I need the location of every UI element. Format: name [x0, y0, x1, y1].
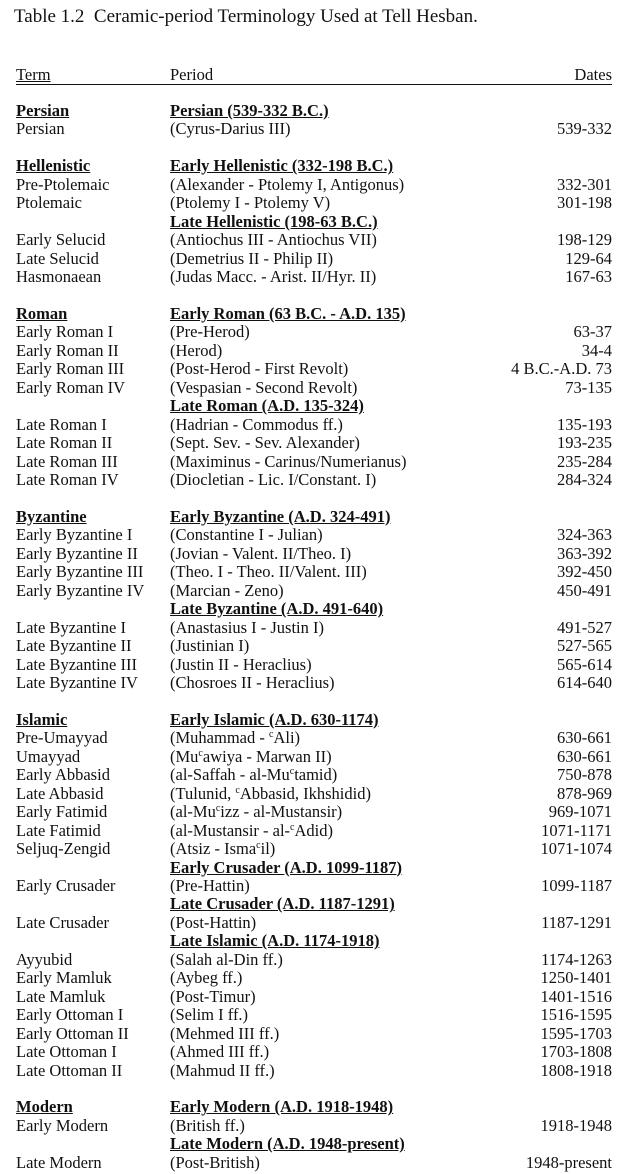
- term-cell: Early Mamluk: [16, 968, 112, 988]
- period-subheader-row: [0, 102, 620, 120]
- dates-cell: 539-332: [557, 119, 612, 139]
- term-cell: Early Byzantine IV: [16, 580, 145, 600]
- term-cell: Late Ottoman II: [16, 1060, 123, 1080]
- table-row: [0, 434, 620, 452]
- period-cell: (British ff.): [170, 1115, 245, 1135]
- dates-cell: 332-301: [557, 174, 612, 194]
- term-cell: Early Byzantine II: [16, 543, 138, 563]
- period-subheader: Early Hellenistic (332-198 B.C.): [170, 156, 394, 176]
- table-row: [0, 250, 620, 268]
- dates-cell: 1174-1263: [541, 949, 612, 969]
- dates-cell: 1071-1074: [540, 839, 612, 859]
- period-cell: (Judas Macc. - Arist. II/Hyr. II): [170, 267, 377, 287]
- ayn-mark: c: [289, 766, 295, 778]
- table-row: [0, 268, 620, 286]
- term-cell: Late Byzantine III: [16, 654, 137, 674]
- period-subheader-row: [0, 305, 620, 323]
- period-cell: (Herod): [170, 340, 223, 360]
- period-cell: (Theo. I - Theo. II/Valent. III): [170, 562, 367, 582]
- term-cell: Early Roman I: [16, 322, 114, 342]
- table-row: [0, 822, 620, 840]
- period-cell: (Ptolemy I - Ptolemy V): [170, 193, 331, 213]
- period-subheader-row: [0, 397, 620, 415]
- dates-cell: 235-284: [557, 451, 612, 471]
- dates-cell: 73-135: [565, 377, 612, 397]
- dates-cell: 630-661: [557, 746, 612, 766]
- dates-cell: 1703-1808: [540, 1042, 612, 1062]
- group-spacer: [0, 1080, 620, 1098]
- term-cell: Pre-Ptolemaic: [16, 174, 110, 194]
- period-cell: (al-Mu$^c$izz - al-Mustansir): [170, 802, 343, 822]
- period-cell: (Hadrian - Commodus ff.): [170, 414, 343, 434]
- table-row: [0, 120, 620, 138]
- table-row: [0, 1154, 620, 1172]
- period-subheader-row: [0, 859, 620, 877]
- period-cell: (Post-Hattin): [170, 912, 257, 932]
- period-subheader: Persian (539-332 B.C.): [170, 101, 329, 120]
- term-cell: Early Ottoman II: [16, 1023, 129, 1043]
- dates-cell: 1918-1948: [540, 1115, 612, 1135]
- dates-cell: 878-969: [557, 783, 612, 803]
- dates-cell: 129-64: [565, 248, 612, 268]
- table-row: [0, 323, 620, 341]
- dates-cell: 491-527: [557, 617, 612, 637]
- period-cell: (Atsiz - Isma$^c$il): [170, 839, 276, 859]
- term-cell: Late Roman III: [16, 451, 118, 471]
- period-subheader: Early Byzantine (A.D. 324-491): [170, 506, 391, 526]
- column-header-dates: Dates: [574, 65, 612, 84]
- group-term: Roman: [16, 303, 68, 323]
- table-row: [0, 785, 620, 803]
- dates-cell: 565-614: [557, 654, 612, 674]
- period-cell: (Antiochus III - Antiochus VII): [170, 230, 377, 250]
- period-cell: (Marcian - Zeno): [170, 580, 284, 600]
- table-row: [0, 988, 620, 1006]
- table-row: [0, 674, 620, 692]
- table-row: [0, 840, 620, 858]
- table-row: [0, 563, 620, 581]
- group-term: Hellenistic: [16, 156, 91, 176]
- term-cell: Early Roman III: [16, 359, 125, 379]
- period-subheader: Late Islamic (A.D. 1174-1918): [170, 931, 380, 951]
- dates-cell: 135-193: [557, 414, 612, 434]
- period-cell: (Aybeg ff.): [170, 968, 243, 988]
- period-cell: (Mehmed III ff.): [170, 1023, 280, 1043]
- term-cell: Umayyad: [16, 746, 81, 766]
- term-cell: Late Selucid: [16, 248, 99, 268]
- table-row: [0, 914, 620, 932]
- period-cell: (Demetrius II - Philip II): [170, 248, 334, 268]
- period-cell: (Justin II - Heraclius): [170, 654, 312, 674]
- period-cell: (Sept. Sev. - Sev. Alexander): [170, 433, 360, 453]
- table-row: [0, 416, 620, 434]
- table-row: [0, 803, 620, 821]
- period-cell: (Chosroes II - Heraclius): [170, 673, 335, 693]
- table-row: [0, 526, 620, 544]
- term-cell: Early Modern: [16, 1115, 109, 1135]
- dates-cell: 630-661: [557, 728, 612, 748]
- dates-cell: 167-63: [565, 267, 612, 287]
- term-cell: Late Byzantine I: [16, 617, 126, 637]
- period-subheader: Late Crusader (A.D. 1187-1291): [170, 894, 395, 914]
- period-cell: (Mu$^c$awiya - Marwan II): [170, 746, 332, 766]
- dates-cell: 63-37: [573, 322, 612, 342]
- table-title: Table 1.2 Ceramic-period Terminology Used at Tell Hesban.: [14, 6, 478, 27]
- period-subheader: Late Roman (A.D. 135-324): [170, 396, 364, 416]
- period-cell: (al-Saffah - al-Mu$^c$tamid): [170, 765, 338, 785]
- group-spacer: [0, 139, 620, 157]
- dates-cell: 527-565: [557, 636, 612, 656]
- period-cell: (Post-Timur): [170, 986, 256, 1006]
- period-cell: (Justinian I): [170, 636, 250, 656]
- table-row: [0, 1117, 620, 1135]
- table-row: [0, 1062, 620, 1080]
- period-subheader-row: [0, 157, 620, 175]
- table-row: [0, 176, 620, 194]
- term-cell: Late Abbasid: [16, 783, 104, 803]
- period-cell: (Alexander - Ptolemy I, Antigonus): [170, 174, 405, 194]
- table-row: [0, 194, 620, 212]
- ayn-mark: c: [235, 784, 240, 796]
- term-cell: Pre-Umayyad: [16, 728, 108, 748]
- dates-cell: 614-640: [557, 673, 612, 693]
- term-cell: Persian: [16, 119, 65, 139]
- term-cell: Seljuq-Zengid: [16, 839, 111, 859]
- column-header-period: Period: [170, 65, 214, 84]
- term-cell: Early Roman II: [16, 340, 119, 360]
- period-subheader-row: [0, 932, 620, 950]
- period-cell: (Maximinus - Carinus/Numerianus): [170, 451, 407, 471]
- term-cell: Ayyubid: [16, 949, 73, 969]
- period-cell: (al-Mustansir - al-$^c$Adid): [170, 820, 333, 840]
- period-subheader-row: [0, 895, 620, 913]
- table-row: [0, 766, 620, 784]
- term-cell: Late Byzantine II: [16, 636, 132, 656]
- period-subheader-row: [0, 1098, 620, 1116]
- table-row: [0, 1006, 620, 1024]
- period-subheader-row: [0, 508, 620, 526]
- dates-cell: 392-450: [557, 562, 612, 582]
- dates-cell: 750-878: [557, 765, 612, 785]
- term-cell: Early Roman IV: [16, 377, 126, 397]
- term-cell: Early Abbasid: [16, 765, 110, 785]
- period-cell: (Pre-Herod): [170, 322, 250, 342]
- dates-cell: 4 B.C.-A.D. 73: [511, 359, 612, 379]
- table-row: [0, 471, 620, 489]
- term-cell: Early Byzantine I: [16, 525, 133, 545]
- period-cell: (Post-Herod - First Revolt): [170, 359, 349, 379]
- dates-cell: 1250-1401: [540, 968, 612, 988]
- period-subheader: Early Roman (63 B.C. - A.D. 135): [170, 303, 406, 323]
- term-cell: Early Selucid: [16, 230, 106, 250]
- header-rule: [16, 84, 612, 85]
- period-cell: (Salah al-Din ff.): [170, 949, 283, 969]
- period-cell: (Diocletian - Lic. I/Constant. I): [170, 470, 377, 490]
- table-row: [0, 1043, 620, 1061]
- term-cell: Hasmonaean: [16, 267, 102, 287]
- term-cell: Late Roman II: [16, 433, 113, 453]
- dates-cell: 450-491: [557, 580, 612, 600]
- period-subheader: Early Islamic (A.D. 630-1174): [170, 709, 379, 729]
- group-spacer: [0, 693, 620, 711]
- period-subheader: Late Modern (A.D. 1948-present): [170, 1134, 405, 1154]
- dates-cell: 1071-1171: [541, 820, 612, 840]
- dates-cell: 34-4: [581, 340, 612, 360]
- group-term: Byzantine: [16, 506, 87, 526]
- term-cell: Early Byzantine III: [16, 562, 144, 582]
- period-cell: (Vespasian - Second Revolt): [170, 377, 358, 397]
- ayn-mark: c: [256, 840, 261, 852]
- dates-cell: 1595-1703: [540, 1023, 612, 1043]
- ayn-mark: c: [198, 747, 203, 759]
- term-cell: Late Crusader: [16, 912, 109, 932]
- table-row: [0, 656, 620, 674]
- term-cell: Late Byzantine IV: [16, 673, 138, 693]
- period-cell: (Pre-Hattin): [170, 876, 250, 896]
- dates-cell: 1808-1918: [540, 1060, 612, 1080]
- group-spacer: [0, 490, 620, 508]
- period-subheader: Late Hellenistic (198-63 B.C.): [170, 211, 378, 231]
- period-cell: (Constantine I - Julian): [170, 525, 323, 545]
- term-cell: Ptolemaic: [16, 193, 82, 213]
- table-row: [0, 877, 620, 895]
- table-row: [0, 637, 620, 655]
- period-cell: (Anastasius I - Justin I): [170, 617, 324, 637]
- ayn-mark: c: [215, 803, 221, 815]
- dates-cell: 1948-present: [525, 1152, 612, 1172]
- period-subheader-row: [0, 711, 620, 729]
- table-row: [0, 360, 620, 378]
- group-term: Modern: [16, 1097, 73, 1117]
- term-cell: Late Mamluk: [16, 986, 106, 1006]
- term-cell: Late Fatimid: [16, 820, 101, 840]
- table-row: [0, 582, 620, 600]
- dates-cell: 193-235: [557, 433, 612, 453]
- period-cell: (Jovian - Valent. II/Theo. I): [170, 543, 352, 563]
- term-cell: Early Ottoman I: [16, 1005, 124, 1025]
- ayn-mark: c: [268, 729, 274, 741]
- term-cell: Late Modern: [16, 1152, 102, 1172]
- group-term: Islamic: [16, 709, 68, 729]
- period-cell: (Tulunid, $^c$Abbasid, Ikhshidid): [170, 783, 371, 803]
- table-row: [0, 969, 620, 987]
- period-subheader: Early Crusader (A.D. 1099-1187): [170, 857, 403, 877]
- table-row: [0, 951, 620, 969]
- table-row: [0, 748, 620, 766]
- period-subheader-row: [0, 600, 620, 618]
- period-cell: (Ahmed III ff.): [170, 1042, 270, 1062]
- table-row: [0, 729, 620, 747]
- group-spacer: [0, 287, 620, 305]
- ayn-mark: c: [290, 821, 295, 833]
- table-row: [0, 545, 620, 563]
- table-row: [0, 379, 620, 397]
- dates-cell: 301-198: [557, 193, 612, 213]
- dates-cell: 198-129: [557, 230, 612, 250]
- table-row: [0, 231, 620, 249]
- dates-cell: 1516-1595: [540, 1005, 612, 1025]
- term-cell: Late Roman IV: [16, 470, 119, 490]
- dates-cell: 363-392: [557, 543, 612, 563]
- dates-cell: 1187-1291: [541, 912, 612, 932]
- period-cell: (Mahmud II ff.): [170, 1060, 275, 1080]
- column-header-term: Term: [16, 65, 51, 84]
- period-subheader-row: [0, 213, 620, 231]
- period-subheader: Early Modern (A.D. 1918-1948): [170, 1097, 394, 1117]
- table-row: [0, 1025, 620, 1043]
- term-cell: Early Fatimid: [16, 802, 108, 822]
- period-cell: (Muhammad - $^c$Ali): [170, 728, 301, 748]
- term-cell: Early Crusader: [16, 876, 116, 896]
- period-cell: (Cyrus-Darius III): [170, 119, 291, 139]
- period-cell: (Selim I ff.): [170, 1005, 249, 1025]
- dates-cell: 1099-1187: [541, 876, 612, 896]
- period-subheader: Late Byzantine (A.D. 491-640): [170, 599, 384, 619]
- group-term: Persian: [16, 101, 70, 120]
- table-row: [0, 619, 620, 637]
- table-row: [0, 453, 620, 471]
- table-row: [0, 342, 620, 360]
- dates-cell: 324-363: [557, 525, 612, 545]
- dates-cell: 969-1071: [548, 802, 612, 822]
- period-cell: (Post-British): [170, 1152, 260, 1172]
- term-cell: Late Ottoman I: [16, 1042, 117, 1062]
- dates-cell: 1401-1516: [540, 986, 612, 1006]
- term-cell: Late Roman I: [16, 414, 107, 434]
- period-subheader-row: [0, 1135, 620, 1153]
- dates-cell: 284-324: [557, 470, 612, 490]
- terminology-table: [0, 102, 620, 1172]
